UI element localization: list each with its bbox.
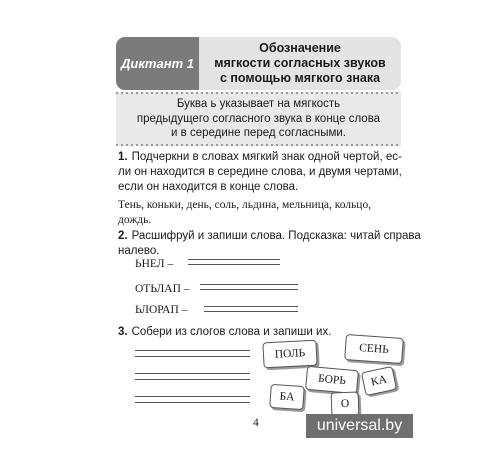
cipher-word: ЬЛОРАП – bbox=[135, 304, 188, 316]
answer-line[interactable] bbox=[200, 289, 298, 290]
answer-line[interactable] bbox=[200, 284, 298, 285]
task-1-words-line: дождь. bbox=[118, 214, 152, 226]
topic-title-line: мягкости согласных звуков bbox=[214, 56, 386, 70]
topic-title bbox=[199, 41, 401, 86]
cipher-item-2 bbox=[135, 283, 190, 295]
rule-line: Буква ь указывает на мягкость bbox=[176, 98, 341, 110]
watermark: universal.by bbox=[306, 414, 413, 438]
task-2-line: налево. bbox=[118, 245, 160, 257]
answer-line[interactable] bbox=[135, 373, 250, 374]
task-1-line: ли он находится в середине слова, и двумя чертами, bbox=[118, 166, 402, 178]
syllable-card[interactable]: КА bbox=[361, 366, 397, 396]
task-1-instruction bbox=[118, 150, 402, 195]
syllable-card[interactable]: БОРЬ bbox=[305, 366, 359, 394]
answer-line[interactable] bbox=[135, 356, 250, 357]
rule-box bbox=[116, 92, 401, 146]
page-number: 4 bbox=[253, 417, 259, 429]
cipher-item-1 bbox=[135, 258, 173, 270]
task-3-instruction bbox=[118, 325, 331, 340]
topic-title-line: Обозначение bbox=[259, 41, 341, 55]
task-1-line: если он находится в конце слова. bbox=[118, 181, 299, 193]
task-2-instruction bbox=[118, 229, 421, 259]
task-3-number: 3. bbox=[118, 326, 128, 338]
cipher-word: ОТЬЛАП – bbox=[135, 283, 190, 295]
rule-line: предыдущего согласного звука в конце слова bbox=[136, 112, 381, 125]
syllable-card[interactable]: О bbox=[331, 392, 360, 417]
task-2-number: 2. bbox=[118, 230, 128, 242]
task-3-line: Собери из слогов слова и запиши их. bbox=[131, 326, 332, 338]
rule-line: и в середине перед согласными. bbox=[171, 127, 346, 139]
answer-line[interactable] bbox=[204, 311, 298, 312]
rule-text bbox=[116, 97, 401, 141]
topic-title-line: с помощью мягкого знака bbox=[219, 71, 381, 85]
answer-line[interactable] bbox=[204, 306, 298, 307]
answer-line[interactable] bbox=[135, 350, 250, 351]
answer-line[interactable] bbox=[135, 396, 250, 397]
task-1-number: 1. bbox=[118, 151, 128, 163]
answer-line[interactable] bbox=[135, 402, 250, 403]
answer-line[interactable] bbox=[135, 379, 250, 380]
task-1-line: Подчеркни в словах мягкий знак одной чертой, ес- bbox=[131, 151, 402, 163]
syllable-card[interactable]: БА bbox=[269, 384, 305, 410]
syllable-card[interactable]: ПОЛЬ bbox=[262, 340, 317, 369]
answer-line[interactable] bbox=[188, 259, 280, 260]
task-1-words-line: Тень, коньки, день, соль, льдина, мельница, кольцо, bbox=[118, 199, 372, 211]
task-2-line: Расшифруй и запиши слова. Подсказка: читай справа bbox=[131, 230, 421, 242]
dictation-header bbox=[116, 37, 401, 90]
task-1-words bbox=[118, 198, 371, 228]
dictation-tag: Диктант 1 bbox=[116, 37, 199, 90]
syllable-card[interactable]: СЕНЬ bbox=[344, 334, 404, 364]
cipher-item-3 bbox=[135, 304, 187, 316]
answer-line[interactable] bbox=[188, 264, 280, 265]
cipher-word: ЬНЕЛ – bbox=[135, 258, 174, 270]
